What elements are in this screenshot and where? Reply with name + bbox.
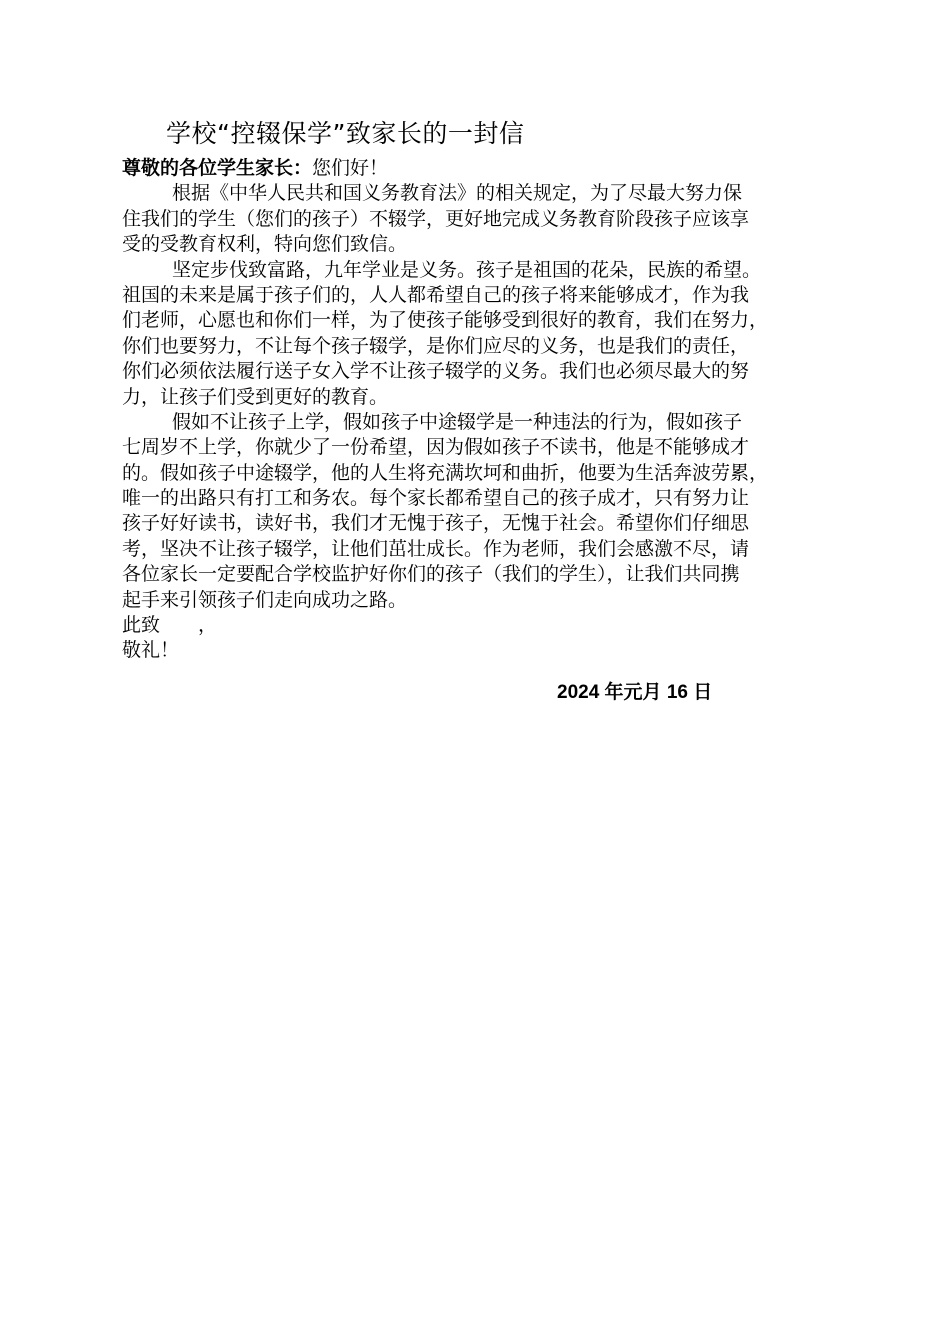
paragraph-line: 七周岁不上学，你就少了一份希望，因为假如孩子不读书，他是不能够成才 bbox=[122, 436, 750, 459]
paragraph-line: 考，坚决不让孩子辍学，让他们茁壮成长。作为老师，我们会感激不尽，请 bbox=[122, 537, 750, 560]
paragraph-line: 受的受教育权利，特向您们致信。 bbox=[122, 233, 408, 256]
paragraph-line: 起手来引领孩子们走向成功之路。 bbox=[122, 588, 408, 611]
paragraph-line: 你们也要努力，不让每个孩子辍学，是你们应尽的义务，也是我们的责任， bbox=[122, 334, 750, 357]
salutation-line bbox=[122, 156, 882, 181]
paragraph-line: 假如不让孩子上学，假如孩子中途辍学是一种违法的行为，假如孩子 bbox=[172, 410, 743, 433]
paragraph-line: 力，让孩子们受到更好的教育。 bbox=[122, 385, 389, 408]
letter-title: 学校“控辍保学”致家长的一封信 bbox=[166, 119, 525, 148]
letter-body bbox=[122, 156, 882, 664]
greeting: 您们好！ bbox=[312, 157, 389, 179]
paragraph-line: 住我们的学生（您们的孩子）不辍学，更好地完成义务教育阶段孩子应该享 bbox=[122, 207, 750, 230]
paragraph-line: 祖国的未来是属于孩子们的，人人都希望自己的孩子将来能够成才，作为我 bbox=[122, 283, 750, 306]
paragraph-line: 你们必须依法履行送子女入学不让孩子辍学的义务。我们也必须尽最大的努 bbox=[122, 360, 750, 383]
paragraph-line: 的。假如孩子中途辍学，他的人生将充满坎坷和曲折，他要为生活奔波劳累， bbox=[122, 461, 769, 484]
salutation: 尊敬的各位学生家长： bbox=[122, 157, 313, 179]
closing-line: 此致 ， bbox=[122, 614, 218, 637]
paragraph-line: 唯一的出路只有打工和务农。每个家长都希望自己的孩子成才，只有努力让 bbox=[122, 487, 750, 510]
paragraph-line: 孩子好好读书，读好书，我们才无愧于孩子，无愧于社会。希望你们仔细思 bbox=[122, 512, 750, 535]
paragraph-line: 各位家长一定要配合学校监护好你们的孩子（我们的学生），让我们共同携 bbox=[122, 563, 740, 586]
paragraph-line: 们老师，心愿也和你们一样，为了使孩子能够受到很好的教育，我们在努力， bbox=[122, 309, 769, 332]
paragraph-line: 根据《中华人民共和国义务教育法》的相关规定，为了尽最大努力保 bbox=[172, 182, 743, 205]
letter-date: 2024 年元月 16 日 bbox=[557, 682, 713, 703]
closing-line: 敬礼！ bbox=[122, 639, 180, 662]
paragraph-line: 坚定步伐致富路，九年学业是义务。孩子是祖国的花朵，民族的希望。 bbox=[172, 258, 762, 281]
